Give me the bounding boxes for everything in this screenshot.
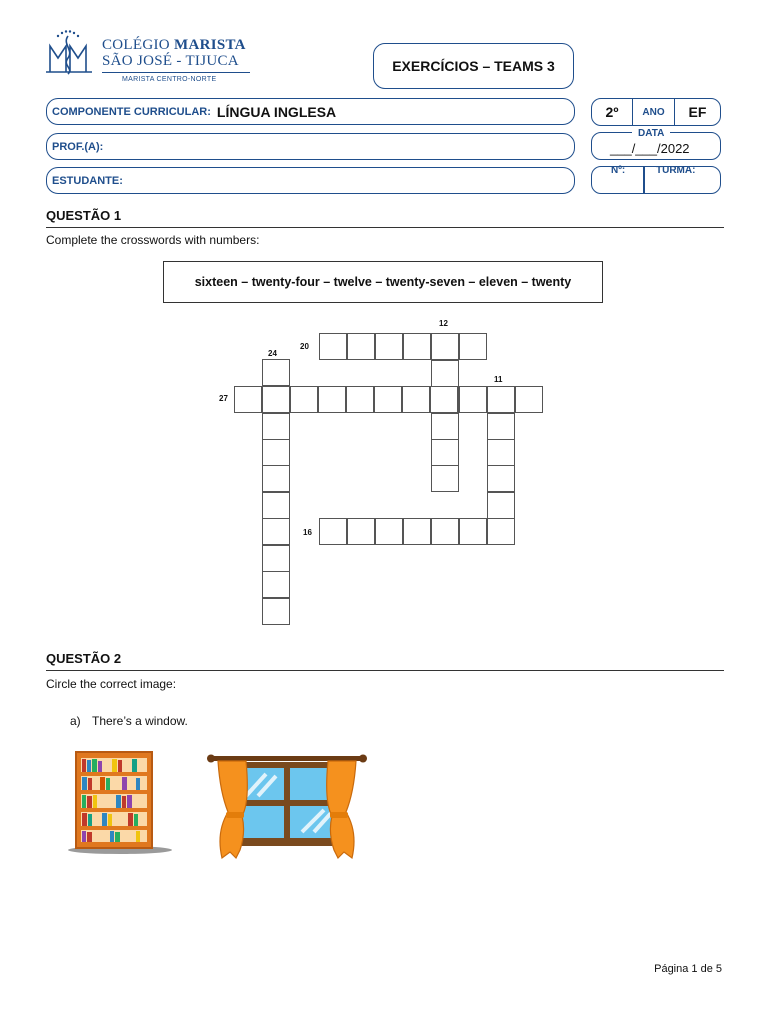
crossword-cell[interactable] bbox=[402, 386, 430, 413]
crossword-cell[interactable] bbox=[375, 333, 403, 360]
bookcase-image[interactable] bbox=[66, 748, 178, 858]
crossword-cell[interactable] bbox=[290, 386, 318, 413]
crossword-cell[interactable] bbox=[459, 333, 487, 360]
crossword-cell[interactable] bbox=[262, 598, 290, 625]
item-a bbox=[70, 714, 188, 728]
crossword-cell[interactable] bbox=[346, 386, 374, 413]
crossword-cell[interactable] bbox=[459, 518, 487, 545]
crossword-cell[interactable] bbox=[487, 518, 515, 545]
clue-number-24: 24 bbox=[268, 349, 277, 358]
crossword-cell[interactable] bbox=[431, 439, 459, 466]
crossword-cell[interactable] bbox=[262, 492, 290, 519]
crossword-cell[interactable] bbox=[487, 413, 515, 440]
crossword-cell[interactable] bbox=[262, 413, 290, 440]
prof-label: PROF.(A): bbox=[52, 140, 104, 153]
crossword-cell[interactable] bbox=[431, 360, 459, 387]
crossword-cell[interactable] bbox=[262, 359, 290, 386]
clue-number-11: 11 bbox=[494, 375, 503, 384]
ano-number: 2º bbox=[592, 99, 633, 125]
componente-value: LÍNGUA INGLESA bbox=[216, 103, 337, 120]
question-1-heading: QUESTÃO 1 bbox=[46, 208, 122, 223]
worksheet-title: EXERCÍCIOS – TEAMS 3 bbox=[373, 43, 574, 89]
clue-number-20: 20 bbox=[300, 342, 309, 351]
crossword-cell[interactable] bbox=[234, 386, 262, 413]
date-label: DATA bbox=[632, 128, 670, 139]
crossword-cell[interactable] bbox=[403, 333, 431, 360]
crossword-cell[interactable] bbox=[403, 518, 431, 545]
crossword-cell[interactable] bbox=[487, 439, 515, 466]
crossword-cell[interactable] bbox=[430, 386, 458, 413]
numero-label: Nº: bbox=[611, 165, 626, 176]
crossword-cell[interactable] bbox=[487, 465, 515, 492]
crossword-cell[interactable] bbox=[262, 386, 290, 413]
crossword-cell[interactable] bbox=[374, 386, 402, 413]
crossword-cell[interactable] bbox=[515, 386, 543, 413]
crossword-cell[interactable] bbox=[262, 518, 290, 545]
crossword-cell[interactable] bbox=[487, 492, 515, 519]
page-number: Página 1 de 5 bbox=[654, 963, 722, 975]
question-2-rule bbox=[46, 670, 724, 671]
crossword-cell[interactable] bbox=[431, 518, 459, 545]
crossword-cell[interactable] bbox=[459, 386, 487, 413]
crossword-cell[interactable] bbox=[431, 465, 459, 492]
clue-number-27: 27 bbox=[219, 394, 228, 403]
crossword-cell[interactable] bbox=[262, 465, 290, 492]
crossword-cell[interactable] bbox=[375, 518, 403, 545]
turma-label: TURMA: bbox=[656, 165, 696, 176]
crossword-cell[interactable] bbox=[318, 386, 346, 413]
school-network: MARISTA CENTRO-NORTE bbox=[122, 76, 217, 83]
question-2-instruction: Circle the correct image: bbox=[46, 677, 177, 691]
question-1-instruction: Complete the crosswords with numbers: bbox=[46, 233, 260, 247]
date-value: ___/___/2022 bbox=[610, 141, 690, 156]
crossword-cell[interactable] bbox=[487, 386, 515, 413]
ano-label: ANO bbox=[633, 99, 675, 125]
clue-number-12: 12 bbox=[439, 319, 448, 328]
school-name-line2: SÃO JOSÉ - TIJUCA bbox=[102, 53, 239, 69]
clue-number-16: 16 bbox=[303, 528, 312, 537]
ano-level: EF bbox=[688, 104, 707, 120]
estudante-label: ESTUDANTE: bbox=[52, 174, 123, 187]
crossword-cell[interactable] bbox=[319, 518, 347, 545]
crossword-cell[interactable] bbox=[262, 439, 290, 466]
school-name-line1: COLÉGIO MARISTA bbox=[102, 37, 246, 53]
componente-label: COMPONENTE CURRICULAR: bbox=[52, 105, 211, 118]
crossword-cell[interactable] bbox=[347, 333, 375, 360]
crossword-cell[interactable] bbox=[262, 571, 290, 598]
question-2-heading: QUESTÃO 2 bbox=[46, 651, 122, 666]
crossword-cell[interactable] bbox=[262, 545, 290, 572]
item-a-text: There’s a window. bbox=[92, 714, 188, 728]
crossword-cell[interactable] bbox=[431, 333, 459, 360]
window-image[interactable] bbox=[206, 752, 368, 864]
crossword-cell[interactable] bbox=[431, 413, 459, 440]
item-a-label: a) bbox=[70, 714, 81, 728]
crossword-cell[interactable] bbox=[319, 333, 347, 360]
word-bank: sixteen – twenty-four – twelve – twenty-seven – eleven – twenty bbox=[163, 261, 603, 303]
crossword-cell[interactable] bbox=[347, 518, 375, 545]
